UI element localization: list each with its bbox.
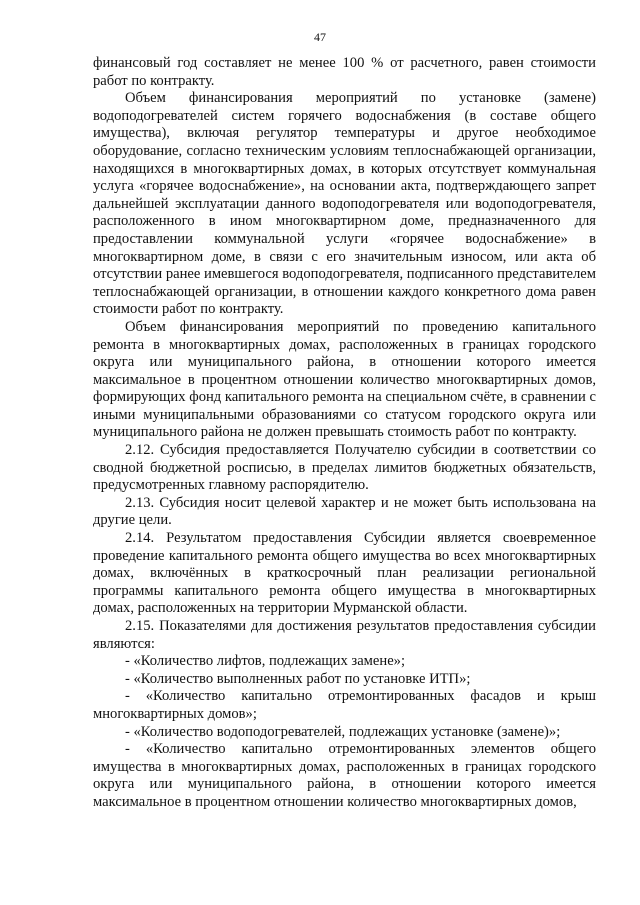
list-item-elevators: - «Количество лифтов, подлежащих замене»; (125, 653, 406, 670)
page-number: 47 (314, 30, 326, 44)
paragraph-2-14: 2.14. Результатом предоставления Субсидии является своевременное проведение капитального ремонта общего имущества во всех многоквартирных домах, включённых в краткосрочный план реализации региональной программы капитального ремонта общего имущества в многоквартирных домах, расположенных на территории Мурманской области. (93, 530, 596, 617)
paragraph-2-12: 2.12. Субсидия предоставляется Получателю субсидии в соответствии со сводной бюджетной росписью, в пределах лимитов бюджетных обязательств, предусмотренных главному распорядителю. (93, 442, 596, 494)
list-item-common-property-elements: - «Количество капитально отремонтированных элементов общего имущества в многоквартирных домах, расположенных в границах городского округа или муниципального района, в отношении которого имеется максимальное в процентном отношении количество многоквартирных домов, (93, 741, 596, 810)
paragraph-2-15: 2.15. Показателями для достижения результатов предоставления субсидии являются: (93, 618, 596, 652)
list-item-water-heaters: - «Количество водоподогревателей, подлежащих установке (замене)»; (125, 723, 561, 740)
document-body (93, 55, 596, 812)
paragraph-capital-repair-funding: Объем финансирования мероприятий по проведению капитального ремонта в многоквартирных домах, расположенных в границах городского округа или муниципального района, в отношении которого имеется максимальное в процентном отношении количество многоквартирных домов, формирующих фонд капитального ремонта на специальном счёте, в сравнении с иными муниципальными образованиями со статусом городского округа или муниципального района не должен превышать стоимость работ по контракту. (93, 318, 596, 441)
paragraph-continuation: финансовый год составляет не менее 100 % от расчетного, равен стоимости работ по контракту. (93, 55, 596, 89)
paragraph-water-heaters-funding: Объем финансирования мероприятий по установке (замене) водоподогревателей систем горячего водоснабжения (в составе общего имущества), включая регулятор температуры и другое необходимое оборудование, согласно техническим условиям теплоснабжающей организации, находящихся в многоквартирных домах, в которых отсутствует коммунальная услуга «горячее водоснабжение», на основании акта, подтверждающего запрет дальнейшей эксплуатации данного водоподогревателя или водоподогревателя, расположенного в ином многоквартирном доме, предназначенного для предоставлении коммунальной услуги «горячее водоснабжение» в многоквартирном доме, в связи с его значительным износом, или акта об отсутствии ранее имевшегося водоподогревателя, подписанного представителем теплоснабжающей организации, в отношении каждого конкретного дома равен стоимости работ по контракту. (93, 90, 596, 318)
list-item-itp: - «Количество выполненных работ по установке ИТП»; (125, 670, 471, 687)
list-item-facades-roofs: - «Количество капитально отремонтированных фасадов и крыш многоквартирных домов»; (93, 688, 596, 722)
paragraph-2-13: 2.13. Субсидия носит целевой характер и не может быть использована на другие цели. (93, 494, 596, 529)
